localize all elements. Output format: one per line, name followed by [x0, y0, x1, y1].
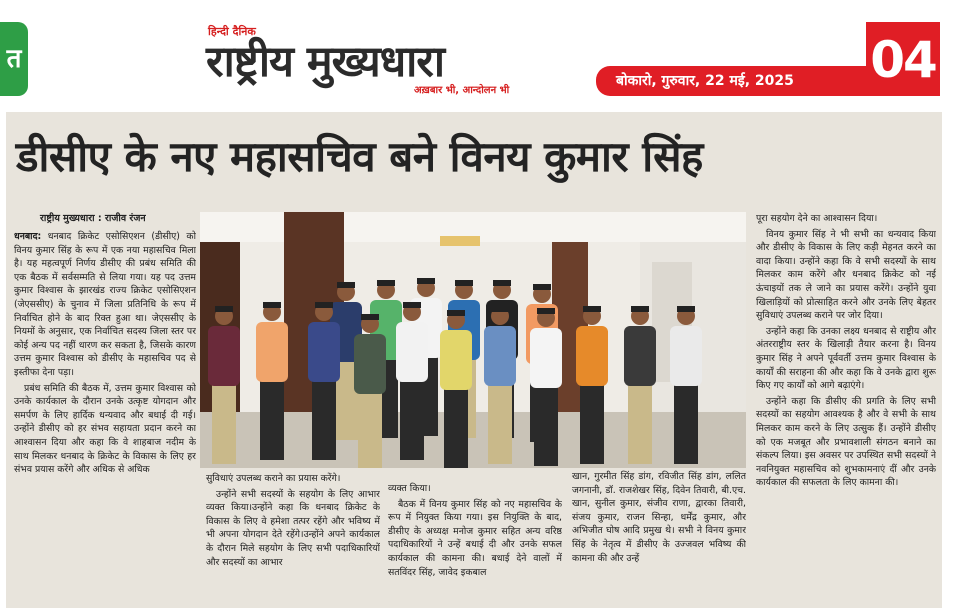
person-figure [440, 310, 472, 468]
paragraph: उन्होंने सभी सदस्यों के सहयोग के लिए आभार व्यक्त किया।उन्होंने कहा कि धनबाद क्रिकेट के विकास के लिए वे हमेशा तत्पर रहेंगे और भविष्य में भी अपना योगदान देते रहेंगे।उन्होंने अपने कार्यकाल के दौरान मिले सहयोग के लिए सभी पदाधिकारियों और सदस्यों का आभार [206, 488, 380, 568]
paragraph: पूरा सहयोग देने का आश्वासन दिया। [756, 213, 878, 224]
paragraph: उन्होंने कहा कि डीसीए की प्रगति के लिए सभी सदस्यों का सहयोग आवश्यक है और वे सभी के साथ मिलकर काम करने के लिए उत्सुक हैं। उन्होंने डीसीए को एक मजबूत और प्रभावशाली संगठन बनाने का संकल्प लिया। इस अवसर पर उपस्थित सभी सदस्यों ने नवनियुक्त महासचिव को शुभकामनाएं दीं और उनके कार्यकाल की सफलता के लिए कामना की। [756, 395, 936, 489]
article-headline: डीसीए के नए महासचिव बने विनय कुमार सिंह [16, 132, 703, 181]
paragraph: विनय कुमार सिंह ने भी सभी का धन्यवाद किया और डीसीए के विकास के लिए कड़ी मेहनत करने का वादा किया। उन्होंने कहा कि वे सभी सदस्यों के साथ मिलकर काम करेंगे और धनबाद क्रिकेट को नई ऊंचाइयों तक ले जाने का प्रयास करेंगे। उन्होंने युवा खिलाड़ियों को प्रोत्साहित करने और उनके लिए बेहतर सुविधाएं उपलब्ध कराने पर जोर दिया। [756, 228, 936, 322]
article-column-4 [572, 470, 746, 602]
person-figure [396, 302, 428, 460]
article-column-5 [756, 212, 936, 604]
person-figure [484, 306, 516, 464]
dateline: बोकारो, गुरुवार, 22 मई, 2025 [616, 73, 794, 89]
article-column-3 [388, 482, 562, 602]
masthead [0, 0, 960, 110]
person-figure [670, 306, 702, 464]
page-number: 04 [866, 22, 940, 96]
article-byline: राष्ट्रीय मुख्यधारा : राजीव रंजन [40, 213, 146, 224]
paper-tagline: अख़बार भी, आन्दोलन भी [414, 85, 510, 96]
person-figure [256, 302, 288, 460]
person-figure [576, 306, 608, 464]
paragraph: खान, गुरमीत सिंह डांग, रविजीत सिंह डांग, ललित जगनानी, डॉ. राजशेखर सिंह, दिवेन तिवारी, बी.एच. खान, सुनील कुमार, संजीव राणा, द्वारका तिवारी, संजय कुमार, राजन सिन्हा, धर्मेंद्र कुमार, और अभिजीत घोष आदि प्रमुख थे। सभी ने विनय कुमार सिंह के नेतृत्व में डीसीए के उज्जवल भविष्य की कामना की और उन्हें [572, 471, 746, 564]
lead-label: धनबाद: [14, 231, 42, 242]
newspaper-logo: राष्ट्रीय मुख्यधारा [206, 37, 444, 87]
section-tab: त [0, 22, 28, 96]
group-photo-icon [200, 212, 746, 468]
person-figure [530, 308, 562, 466]
person-figure [308, 302, 340, 460]
person-figure [208, 306, 240, 464]
paragraph: उन्होंने कहा कि उनका लक्ष्य धनबाद से राष्ट्रीय और अंतरराष्ट्रीय स्तर के खिलाड़ी तैयार करना है। विनय कुमार सिंह ने अपने पूर्ववर्ती उत्तम कुमार विश्वास के कार्यों की सराहना की और कहा कि वे उनके द्वारा शुरू किए गए कार्यों को आगे बढ़ाएंगे। [756, 325, 936, 392]
article-column-2 [206, 472, 380, 602]
paragraph: धनबाद: धनबाद क्रिकेट एसोसिएशन (डीसीए) को विनय कुमार सिंह के रूप में एक नया महासचिव मिला है। यह महत्वपूर्ण निर्णय डीसीए की प्रबंध समिति की एक बैठक में सर्वसम्मति से लिया गया। यह पद उत्तम कुमार विश्वास के झारखंड राज्य क्रिकेट एसोसिएशन (जेएससीए) के चुनाव में जिला प्रतिनिधि के रूप में निर्वाचित होने के बाद रिक्त हुआ था। जेएससीए के नियमों के अनुसार, एक निर्वाचित सदस्य जिला स्तर पर कोई अन्य पद नहीं धारण कर सकता है, जिसके कारण उत्तम कुमार विश्वास को डीसीए के महासचिव पद से इस्तीफा देना पड़ा। [14, 231, 196, 378]
group-photo [200, 212, 746, 468]
paragraph: व्यक्त किया। [388, 483, 431, 494]
paper-kicker: हिन्दी दैनिक [208, 25, 256, 38]
person-figure [624, 306, 656, 464]
article-column-1 [14, 230, 196, 602]
paragraph: सुविधाएं उपलब्ध कराने का प्रयास करेंगे। [206, 473, 341, 484]
person-figure [354, 314, 386, 468]
paragraph: बैठक में विनय कुमार सिंह को नए महासचिव के रूप में नियुक्त किया गया। इस नियुक्ति के बाद, डीसीए के अध्यक्ष मनोज कुमार सहित अन्य वरिष्ठ पदाधिकारियों ने उन्हें बधाई दी और उनके सफल कार्यकाल की कामना की। बधाई देने वालों में सतविंदर सिंह, जावेद इकबाल [388, 498, 562, 578]
paragraph: प्रबंध समिति की बैठक में, उत्तम कुमार विश्वास को उनके कार्यकाल के दौरान उनके उत्कृष्ट योगदान और समर्पण के लिए हार्दिक धन्यवाद और बधाई दी गई। उन्होंने डीसीए को हर संभव सहायता प्रदान करने का आश्वासन दिया और कहा कि वे शाहबाज नदीम के साथ मिलकर धनबाद के क्रिकेट के विकास के लिए हर संभव प्रयास करेंगे और अधिक से अधिक [14, 382, 196, 476]
